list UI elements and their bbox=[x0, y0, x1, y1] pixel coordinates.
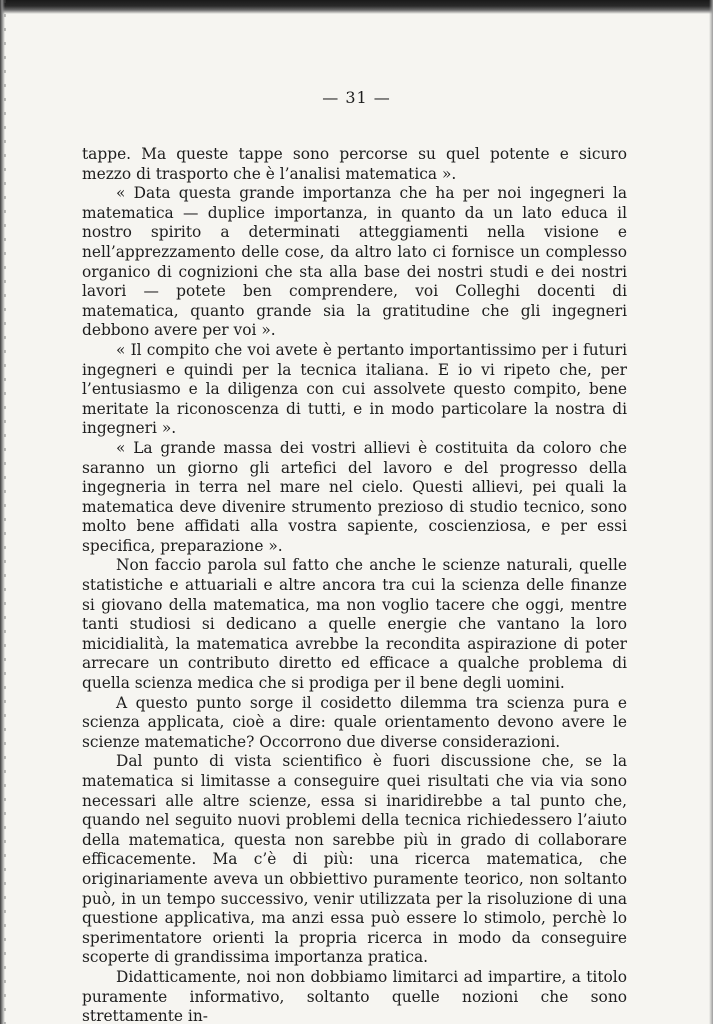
paragraph-2: « Data questa grande importanza che ha per noi ingegneri la matematica — duplice importanza, in quanto da un lato educa il nostro spirito a determinati atteggiamenti nella visione e nell’apprezzamento delle cose, da altro lato ci fornisce un complesso organico di cognizioni che sta alla base dei nostri studi e dei nostri lavori — potete ben comprendere, voi Colleghi docenti di matematica, quanto grande sia la gratitudine che gli ingegneri debbono avere per voi ». bbox=[82, 184, 627, 340]
binding-marks bbox=[4, 0, 6, 1024]
paragraph-4: « La grande massa dei vostri allievi è costituita da coloro che saranno un giorno gli artefici del lavoro e del progresso della ingegneria in terra nel mare nel cielo. Questi allievi, pei quali la matematica deve divenire strumento prezioso di studio tecnico, sono molto bene affidati alla vostra sapiente, coscienziosa, e per essi specifica, preparazione ». bbox=[82, 438, 627, 555]
paragraph-6: A questo punto sorge il cosidetto dilemma tra scienza pura e scienza applicata, cioè a dire: quale orientamento devono avere le scienze matematiche? Occorrono due diverse considerazioni. bbox=[82, 693, 627, 751]
paragraph-7: Dal punto di vista scientifico è fuori discussione che, se la matematica si limitasse a conseguire quei risultati che via via sono necessari alle altre scienze, essa si inaridirebbe a tal punto che, quando nel seguito nuovi problemi della tecnica richiedessero l’aiuto della matematica, questa non sarebbe più in grado di collaborare efficacemente. Ma c’è di più: una ricerca matematica, che originariamente aveva un obbiettivo puramente teorico, non soltanto può, in un tempo successivo, venir utilizzata per la risoluzione di una questione applicativa, ma anzi essa può essere lo stimolo, perchè lo sperimentatore orienti la propria ricerca in modo da conseguire scoperte di grandissima importanza pratica. bbox=[82, 752, 627, 967]
scan-right-shadow bbox=[709, 0, 713, 1024]
paragraph-1: tappe. Ma queste tappe sono percorse su quel potente e sicuro mezzo di trasporto che è l’analisi matematica ». bbox=[82, 145, 627, 183]
body-text bbox=[82, 145, 627, 1024]
paragraph-3: « Il compito che voi avete è pertanto importantissimo per i futuri ingegneri e quindi per la tecnica italiana. E io vi ripeto che, per l’entusiasmo e la diligenza con cui assolvete questo compito, bene meritate la riconoscenza di tutti, e in modo particolare la nostra di ingegneri ». bbox=[82, 340, 627, 438]
scan-top-shadow bbox=[0, 0, 713, 14]
page-number: — 31 — bbox=[322, 88, 391, 107]
paragraph-8: Didatticamente, noi non dobbiamo limitarci ad impartire, a titolo puramente informativo, soltanto quelle nozioni che sono strettamente in- bbox=[82, 967, 627, 1024]
paragraph-5: Non faccio parola sul fatto che anche le scienze naturali, quelle statistiche e attuariali e altre ancora tra cui la scienza delle finanze si giovano della matematica, ma non voglio tacere che oggi, mentre tanti studiosi si dedicano a quelle energie che vantano la loro micidialità, la matematica avrebbe la recondita aspirazione di poter arrecare un contributo diretto ed efficace a qualche problema di quella scienza medica che si prodiga per il bene degli uomini. bbox=[82, 556, 627, 693]
